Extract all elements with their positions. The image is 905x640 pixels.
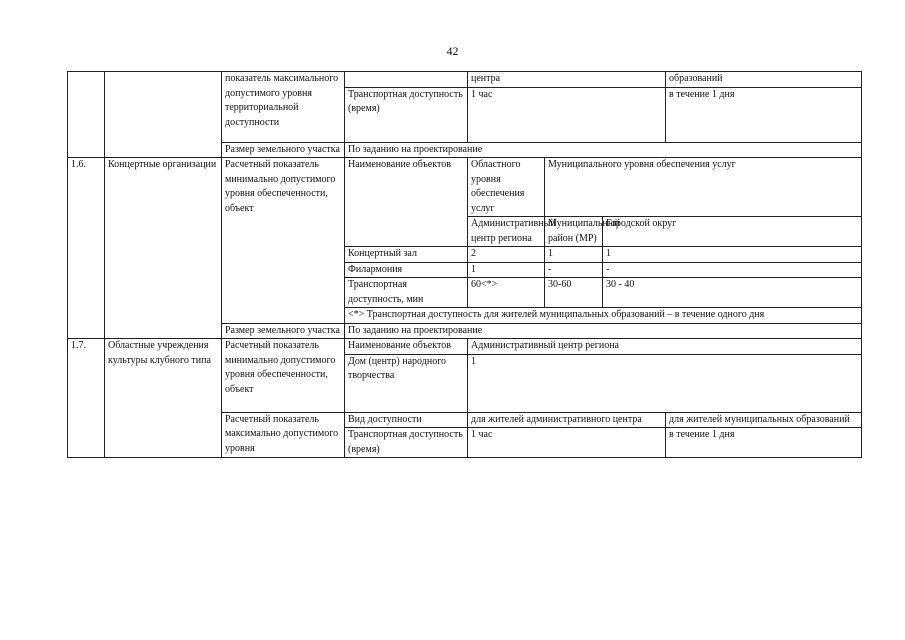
table-row bbox=[68, 72, 862, 88]
cell-value: 30-60 bbox=[545, 278, 603, 308]
cell-objects: Транспортная доступность, мин bbox=[345, 278, 468, 308]
normative-table bbox=[67, 71, 862, 458]
cell-indicator: показатель максимального допустимого уровня территориальной доступности bbox=[222, 72, 345, 143]
cell-indicator: Расчетный показатель максимально допустимого уровня bbox=[222, 412, 345, 458]
cell-header: Административный центр региона bbox=[468, 339, 862, 355]
cell-header: Городской округ bbox=[603, 217, 862, 247]
cell-objects: Наименование объектов bbox=[345, 339, 468, 355]
cell-objects: Концертный зал bbox=[345, 247, 468, 263]
cell-indicator: Расчетный показатель минимально допустимого уровня обеспеченности, объект bbox=[222, 158, 345, 324]
cell-value: 1 час bbox=[468, 87, 666, 142]
cell-objects: Транспортная доступность (время) bbox=[345, 87, 468, 142]
cell-objects: Транспортная доступность (время) bbox=[345, 428, 468, 458]
cell-value: образований bbox=[666, 72, 862, 88]
cell-header: Муниципального уровня обеспечения услуг bbox=[545, 158, 862, 217]
cell-name bbox=[105, 72, 222, 158]
cell-header: Административный центр региона bbox=[468, 217, 545, 247]
cell-value: 60<*> bbox=[468, 278, 545, 308]
cell-value: для жителей административного центра bbox=[468, 412, 666, 428]
cell-value: в течение 1 дня bbox=[666, 428, 862, 458]
cell-header: Муниципальный район (МР) bbox=[545, 217, 603, 247]
cell-value: 30 - 40 bbox=[603, 278, 862, 308]
section-number: 1.6. bbox=[68, 158, 105, 339]
cell-indicator: Размер земельного участка bbox=[222, 142, 345, 158]
cell-value: 1 час bbox=[468, 428, 666, 458]
cell-value: в течение 1 дня bbox=[666, 87, 862, 142]
cell-indicator: Размер земельного участка bbox=[222, 323, 345, 339]
section-name: Областные учреждения культуры клубного типа bbox=[105, 339, 222, 458]
cell-value: 2 bbox=[468, 247, 545, 263]
cell-value: По заданию на проектирование bbox=[345, 142, 862, 158]
cell-value: для жителей муниципальных образований bbox=[666, 412, 862, 428]
cell-value: - bbox=[545, 262, 603, 278]
cell-num bbox=[68, 72, 105, 158]
cell-value: - bbox=[603, 262, 862, 278]
cell-objects bbox=[345, 72, 468, 88]
cell-objects: Наименование объектов bbox=[345, 158, 468, 247]
section-number: 1.7. bbox=[68, 339, 105, 458]
cell-value: 1 bbox=[468, 262, 545, 278]
footnote: <*> Транспортная доступность для жителей муниципальных образований – в течение одного дня bbox=[345, 308, 862, 324]
table-row bbox=[68, 158, 862, 217]
cell-header: Областного уровня обеспечения услуг bbox=[468, 158, 545, 217]
cell-value: центра bbox=[468, 72, 666, 88]
cell-objects: Дом (центр) народного творчества bbox=[345, 354, 468, 412]
cell-value: По заданию на проектирование bbox=[345, 323, 862, 339]
table-row bbox=[68, 339, 862, 355]
cell-value: 1 bbox=[545, 247, 603, 263]
cell-value: 1 bbox=[603, 247, 862, 263]
section-name: Концертные организации bbox=[105, 158, 222, 339]
cell-objects: Вид доступности bbox=[345, 412, 468, 428]
cell-value: 1 bbox=[468, 354, 862, 412]
cell-objects: Филармония bbox=[345, 262, 468, 278]
page-number: 42 bbox=[446, 44, 459, 58]
cell-indicator: Расчетный показатель минимально допустимого уровня обеспеченности, объект bbox=[222, 339, 345, 413]
